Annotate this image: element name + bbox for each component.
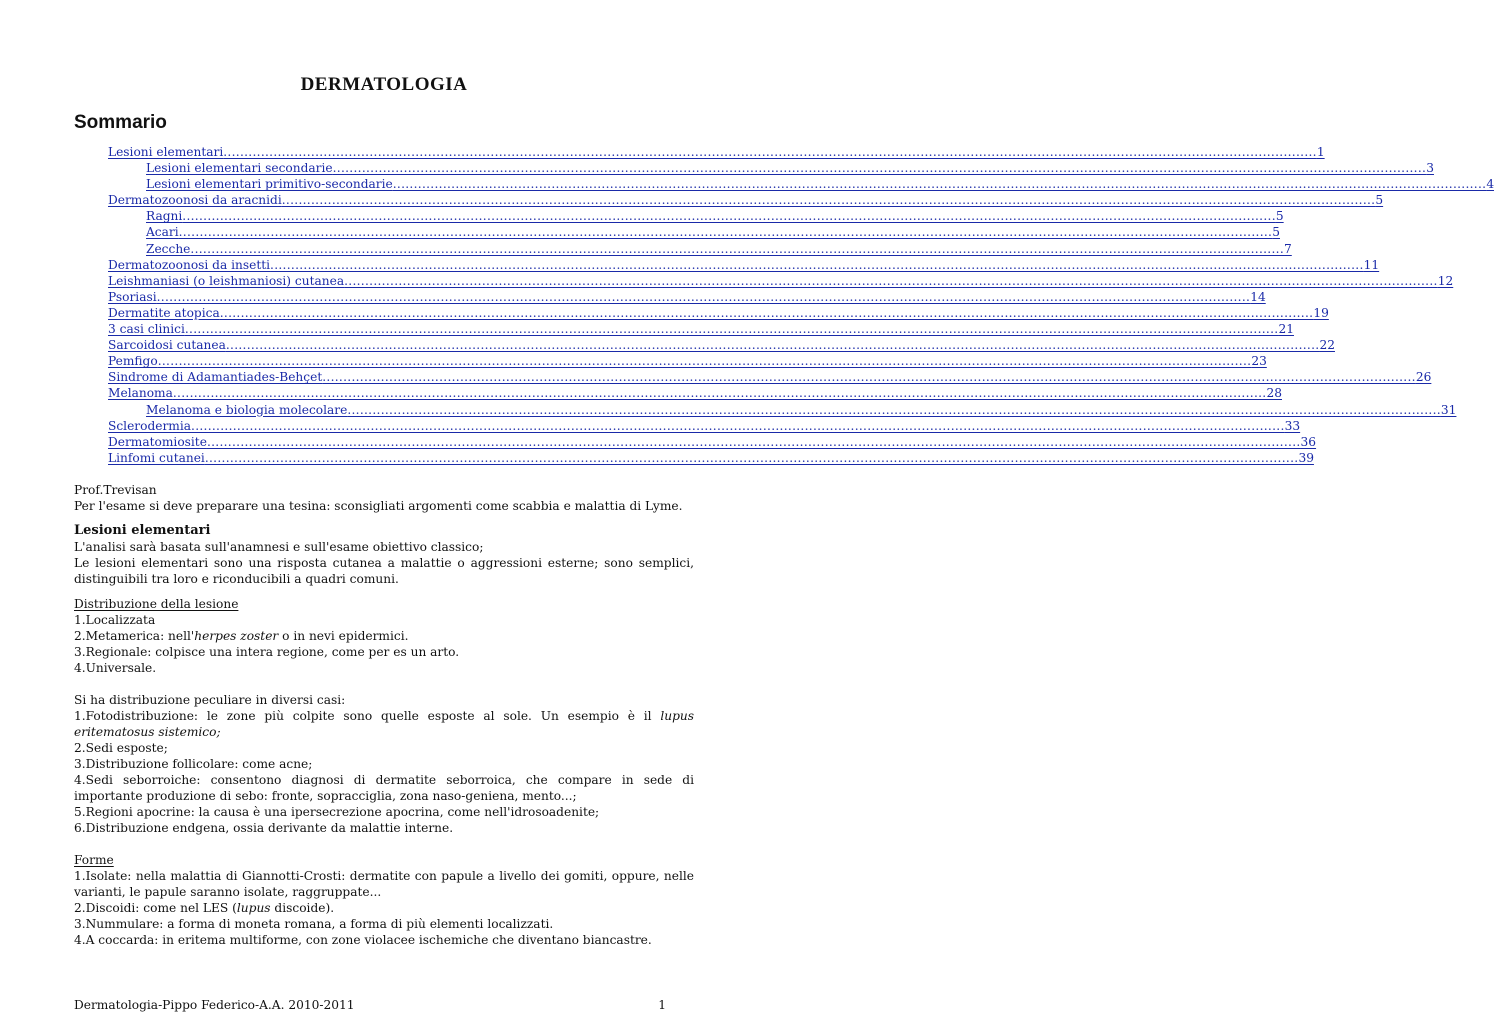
toc-page: 14 (1250, 289, 1266, 304)
toc-page: 21 (1278, 322, 1294, 337)
list-item: 6.Distribuzione endgena, ossia derivante da malattie interne. (74, 821, 454, 835)
toc-leader: ...................................................................................................................................................................................................................................................................... (156, 289, 1251, 304)
toc-leader: ...................................................................................................................................................................................................................................................................... (225, 338, 1320, 353)
toc-label: Melanoma e biologia molecolare (146, 402, 348, 417)
toc-link-melanoma-biologia[interactable] (108, 402, 1457, 418)
list-item: 3.Nummulare: a forma di moneta romana, a forma di più elementi localizzati. (74, 917, 554, 931)
toc-page: 19 (1313, 305, 1329, 320)
toc-leader: ...................................................................................................................................................................................................................................................................... (281, 193, 1376, 208)
toc-link-lesioni-secondarie[interactable] (108, 160, 1434, 176)
toc-label: Lesioni elementari primitivo-secondarie (146, 177, 393, 192)
list-item: 5.Regioni apocrine: la causa è una ipersecrezione apocrina, come nell'idrosoadenite; (74, 805, 600, 819)
toc-page: 22 (1319, 338, 1335, 353)
list-item: 2.Sedi esposte; (74, 741, 168, 755)
list-item: 3.Regionale: colpisce una intera regione, come per es un arto. (74, 645, 460, 659)
toc-leader: ...................................................................................................................................................................................................................................................................... (178, 225, 1273, 240)
toc-link-lesioni-elementari[interactable] (108, 144, 1325, 160)
professor-line: Prof.Trevisan (74, 483, 157, 497)
toc-label: Zecche (146, 241, 191, 256)
list-item: 4.Universale. (74, 661, 157, 675)
toc-link-acari[interactable] (108, 224, 1280, 240)
list-item: 1.Isolate: nella malattia di Giannotti-Crosti: dermatite con papule a livello dei gomiti, oppure, nelle varianti, le papule saranno isolate, raggruppate... (74, 869, 694, 899)
list-item: 1.Fotodistribuzione: le zone più colpite sono quelle esposte al sole. Un esempio è il lupus eritematosus sistemico; (74, 709, 694, 739)
toc-label: Acari (146, 225, 179, 240)
toc-leader: ...................................................................................................................................................................................................................................................................... (191, 418, 1285, 433)
toc-page: 4 (1486, 177, 1494, 192)
toc-page: 12 (1437, 273, 1454, 288)
list-item: 1.Localizzata (74, 613, 156, 627)
toc-label: Ragni (146, 209, 183, 224)
toc-link-sarcoidosi[interactable] (108, 337, 1335, 353)
paragraph: Le lesioni elementari sono una risposta cutanea a malattie o aggressioni esterne; sono semplici, distinguibili tra loro e riconducibili a quadri comuni. (74, 556, 694, 586)
toc-leader: ...................................................................................................................................................................................................................................................................... (190, 241, 1285, 256)
toc-link-lesioni-primitivo-secondarie[interactable] (108, 176, 1494, 192)
toc-leader: ...................................................................................................................................................................................................................................................................... (347, 402, 1441, 417)
toc-page: 3 (1426, 161, 1434, 176)
toc-leader: ...................................................................................................................................................................................................................................................................... (392, 177, 1487, 192)
toc-leader: ...................................................................................................................................................................................................................................................................... (182, 209, 1276, 224)
subsection-heading-forme: Forme (74, 853, 114, 867)
toc-leader: ...................................................................................................................................................................................................................................................................... (344, 273, 1438, 288)
table-of-contents (108, 144, 1494, 466)
toc-label: Dermatozoonosi da aracnidi (108, 193, 282, 208)
subsection-heading-distribuzione: Distribuzione della lesione (74, 597, 239, 611)
paragraph: Si ha distribuzione peculiare in diversi casi: (74, 693, 346, 707)
toc-label: Leishmaniasi (o leishmaniosi) cutanea (108, 273, 345, 288)
list-item: 4.Sedi seborroiche: consentono diagnosi di dermatite seborroica, che compare in sede di importante produzione di sebo: fronte, sopracciglia, zona naso-geniena, mento...; (74, 773, 694, 803)
list-item: 2.Discoidi: come nel LES (lupus discoide). (74, 901, 335, 915)
paragraph: L'analisi sarà basata sull'anamnesi e sull'esame obiettivo classico; (74, 540, 484, 554)
document-body (74, 482, 694, 948)
toc-label: Lesioni elementari (108, 145, 224, 159)
toc-link-casi-clinici[interactable] (108, 321, 1294, 337)
toc-link-melanoma[interactable] (108, 385, 1282, 401)
toc-label: Dermatite atopica (108, 305, 220, 320)
toc-page: 26 (1415, 370, 1432, 385)
toc-page: 31 (1440, 402, 1457, 417)
list-item: 3.Distribuzione follicolare: come acne; (74, 757, 313, 771)
toc-link-ragni[interactable] (108, 208, 1284, 224)
toc-page: 28 (1266, 386, 1282, 401)
toc-label: Dermatomiosite (108, 434, 207, 449)
list-item: 4.A coccarda: in eritema multiforme, con zone violacee ischemiche che diventano biancastre. (74, 933, 652, 947)
document-title: DERMATOLOGIA (300, 74, 468, 95)
toc-label: Sclerodermia (108, 418, 192, 433)
list-item: 2.Metamerica: nell'herpes zoster o in nevi epidermici. (74, 629, 409, 643)
toc-leader: ...................................................................................................................................................................................................................................................................... (157, 354, 1252, 369)
toc-leader: ...................................................................................................................................................................................................................................................................... (270, 257, 1364, 272)
exam-note: Per l'esame si deve preparare una tesina: sconsigliati argomenti come scabbia e malattia di Lyme. (74, 499, 683, 513)
toc-page: 7 (1284, 241, 1292, 256)
toc-label: Melanoma (108, 386, 173, 401)
toc-leader: ...................................................................................................................................................................................................................................................................... (322, 370, 1416, 385)
toc-label: Lesioni elementari secondarie (146, 161, 333, 176)
toc-leader: ...................................................................................................................................................................................................................................................................... (223, 145, 1317, 159)
toc-label: Linfomi cutanei (108, 450, 205, 465)
toc-page: 23 (1251, 354, 1267, 369)
toc-link-aracnidi[interactable] (108, 192, 1384, 208)
toc-page: 39 (1298, 450, 1314, 465)
toc-link-insetti[interactable] (108, 257, 1380, 273)
toc-leader: ...................................................................................................................................................................................................................................................................... (332, 161, 1427, 176)
toc-link-linfomi[interactable] (108, 450, 1314, 466)
toc-page: 5 (1375, 193, 1384, 208)
section-heading-lesioni: Lesioni elementari (74, 523, 211, 538)
toc-leader: ...................................................................................................................................................................................................................................................................... (206, 434, 1301, 449)
toc-page: 33 (1284, 418, 1301, 433)
toc-link-leishmaniasi[interactable] (108, 273, 1454, 289)
footer-text: Dermatologia-Pippo Federico-A.A. 2010-2011 (74, 998, 355, 1012)
toc-link-zecche[interactable] (108, 241, 1292, 257)
toc-page: 11 (1363, 257, 1380, 272)
toc-link-psoriasi[interactable] (108, 289, 1266, 305)
toc-label: Sindrome di Adamantiades-Behçet (108, 370, 323, 385)
toc-page: 5 (1275, 209, 1284, 224)
toc-link-dermatite-atopica[interactable] (108, 305, 1329, 321)
toc-link-behcet[interactable] (108, 369, 1432, 385)
toc-label: Sarcoidosi cutanea (108, 338, 226, 353)
toc-page: 1 (1316, 145, 1325, 159)
page-footer (74, 998, 694, 1012)
toc-link-sclerodermia[interactable] (108, 418, 1301, 434)
toc-leader: ...................................................................................................................................................................................................................................................................... (219, 305, 1314, 320)
toc-link-dermatomiosite[interactable] (108, 434, 1317, 450)
toc-leader: ...................................................................................................................................................................................................................................................................... (172, 386, 1267, 401)
toc-label: Dermatozoonosi da insetti (108, 257, 271, 272)
toc-page: 5 (1272, 225, 1280, 240)
toc-label: Psoriasi (108, 289, 157, 304)
page-number: 1 (658, 998, 666, 1012)
toc-label: 3 casi clinici (108, 322, 185, 337)
toc-heading: Sommario (74, 112, 167, 133)
toc-leader: ...................................................................................................................................................................................................................................................................... (184, 322, 1279, 337)
toc-page: 36 (1300, 434, 1317, 449)
toc-leader: ...................................................................................................................................................................................................................................................................... (204, 450, 1299, 465)
toc-label: Pemfigo (108, 354, 158, 369)
toc-link-pemfigo[interactable] (108, 353, 1267, 369)
